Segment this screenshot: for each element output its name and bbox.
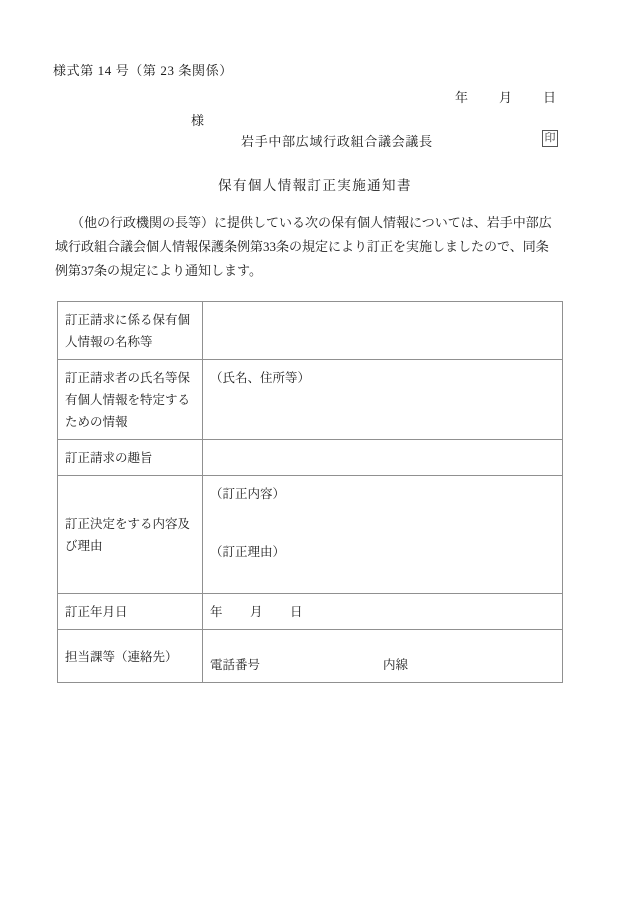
correction-content-label: （訂正内容） <box>210 487 286 501</box>
spacer <box>210 505 556 541</box>
telephone-label: 電話番号 <box>210 658 261 672</box>
row-label-requester-identity: 訂正請求者の氏名等保有個人情報を特定するための情報 <box>58 360 203 440</box>
row-value-correction-date[interactable] <box>203 594 563 630</box>
row-label-contact-section: 担当課等（連絡先） <box>58 630 203 683</box>
correction-date-month: 月 <box>250 605 263 619</box>
body-line-1: （他の行政機関の長等）に提供している次の保有個人情報については、岩手中部広 <box>71 215 552 230</box>
correction-date-day: 日 <box>290 605 303 619</box>
body-paragraph <box>55 211 575 283</box>
form-number: 様式第 14 号（第 23 条関係） <box>53 63 233 78</box>
table-row <box>58 594 563 630</box>
page-title: 保有個人情報訂正実施通知書 <box>218 178 412 193</box>
row-value-name-of-information[interactable] <box>203 302 563 360</box>
row-label-purpose-of-request: 訂正請求の趣旨 <box>58 440 203 476</box>
issue-date-month: 月 <box>499 90 513 105</box>
table-row <box>58 476 563 594</box>
seal-icon: 印 <box>542 130 558 147</box>
form-table <box>57 301 563 683</box>
row-label-name-of-information: 訂正請求に係る保有個人情報の名称等 <box>58 302 203 360</box>
row-label-correction-date: 訂正年月日 <box>58 594 203 630</box>
table-row <box>58 440 563 476</box>
table-row <box>58 360 563 440</box>
row-value-contact-section[interactable] <box>203 630 563 683</box>
table-row <box>58 630 563 683</box>
row-value-requester-identity[interactable]: （氏名、住所等） <box>203 360 563 440</box>
addressee-suffix: 様 <box>191 113 205 128</box>
table-row <box>58 302 563 360</box>
row-value-purpose-of-request[interactable] <box>203 440 563 476</box>
issuer-name: 岩手中部広域行政組合議会議長 <box>241 134 433 149</box>
body-line-3: 例第37条の規定により通知します。 <box>55 263 262 278</box>
body-line-2: 域行政組合議会個人情報保護条例第33条の規定により訂正を実施しましたので、同条 <box>55 239 549 254</box>
extension-label: 内線 <box>383 658 409 672</box>
issue-date-line <box>455 87 556 106</box>
issue-date-day: 日 <box>543 90 557 105</box>
row-label-decision-content-and-reason: 訂正決定をする内容及び理由 <box>58 476 203 594</box>
correction-reason-label: （訂正理由） <box>210 545 286 559</box>
correction-date-year: 年 <box>210 605 223 619</box>
row-value-decision-content-and-reason[interactable] <box>203 476 563 594</box>
issue-date-year: 年 <box>455 90 469 105</box>
